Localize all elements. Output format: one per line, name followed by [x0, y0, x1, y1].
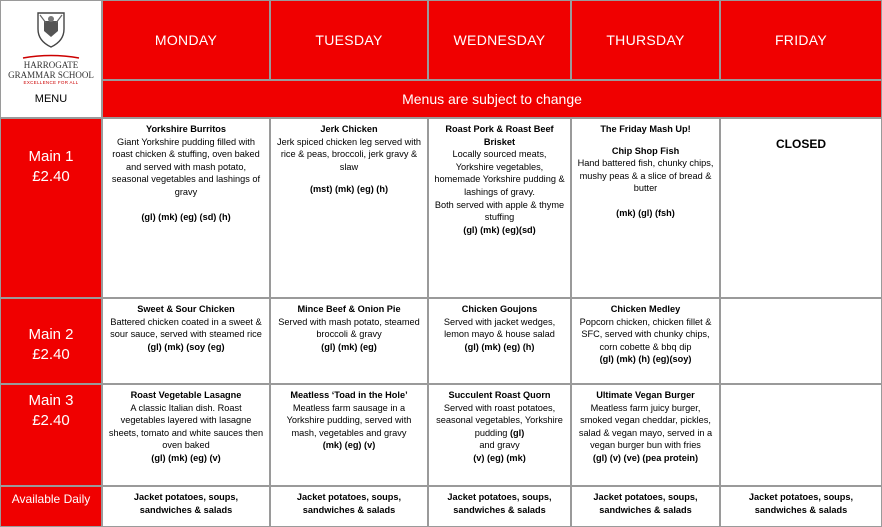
meal-description: Battered chicken coated in a sweet & sour sauce, served with steamed rice: [110, 316, 262, 340]
meal-allergens: (gl) (mk) (soy (eg): [147, 341, 225, 352]
menu-change-banner: Menus are subject to change: [102, 80, 882, 118]
meal-title: Mince Beef & Onion Pie: [297, 304, 401, 314]
school-crest-icon: [34, 9, 68, 49]
meal-allergens: (gl) (mk) (h) (eg)(soy): [599, 354, 692, 365]
meal-main1-monday: [102, 118, 270, 298]
meal-description: Meatless farm sausage in a Yorkshire pudding, served with mash, vegetables and gravy: [286, 402, 412, 438]
meal-description: Giant Yorkshire pudding filled with roast chicken & stuffing, oven baked and served with mash potato, seasonal vegetables and lashings of gravy: [111, 136, 261, 197]
meal-title: Chicken Medley: [610, 304, 681, 314]
meal-main3-monday: [102, 384, 270, 486]
row-label-main2-name: Main 2: [28, 326, 74, 343]
meal-main2-monday: [102, 298, 270, 384]
meal-main1-friday-closed: CLOSED: [720, 118, 882, 298]
day-header-monday: MONDAY: [102, 0, 270, 80]
day-header-thursday: THURSDAY: [571, 0, 720, 80]
meal-description: A classic Italian dish. Roast vegetables layered with lasagne sheets, tomato and white sauces then oven baked: [108, 402, 264, 451]
meal-title: Roast Pork & Roast Beef Brisket: [445, 124, 554, 147]
row-label-main3-name: Main 3: [28, 392, 74, 409]
logo-cell: [0, 0, 102, 118]
row-label-main3: [0, 384, 102, 486]
meal-allergens: (mk) (gl) (fsh): [616, 207, 675, 218]
meal-allergens: (gl) (mk) (eg): [321, 341, 377, 352]
meal-main3-friday-empty: [720, 384, 882, 486]
meal-description: Hand battered fish, chunky chips, mushy peas & a slice of bread & butter: [577, 158, 714, 194]
meal-description: Locally sourced meats, Yorkshire vegetables, homemade Yorkshire pudding & lashings of gravy.: [434, 149, 565, 197]
day-header-friday: FRIDAY: [720, 0, 882, 80]
meal-title: Jerk Chicken: [320, 124, 378, 134]
row-label-main1: [0, 118, 102, 298]
meal-main2-tuesday: [270, 298, 428, 384]
meal-title: Roast Vegetable Lasagne: [130, 390, 242, 400]
meal-description-allergen: (gl): [509, 427, 525, 438]
meal-title: Sweet & Sour Chicken: [137, 304, 235, 314]
meal-description: Popcorn chicken, chicken fillet & SFC, served with chunky chips, corn cobette & bbq dip: [579, 316, 712, 352]
meal-allergens: (mk) (eg) (v): [322, 440, 376, 451]
meal-main3-thursday: [571, 384, 720, 486]
meal-description: Served with mash potato, steamed broccoli & gravy: [278, 316, 420, 340]
meal-main1-wednesday: [428, 118, 571, 298]
menu-label: MENU: [34, 93, 68, 105]
meal-title: Chip Shop Fish: [611, 145, 680, 156]
meal-title: Ultimate Vegan Burger: [596, 390, 695, 400]
meal-allergens: (gl) (v) (ve) (pea protein): [592, 452, 699, 463]
daily-friday: Jacket potatoes, soups, sandwiches & salads: [720, 486, 882, 527]
meal-title: Succulent Roast Quorn: [448, 390, 551, 400]
meal-main3-tuesday: [270, 384, 428, 486]
meal-main2-friday-empty: [720, 298, 882, 384]
meal-heading: The Friday Mash Up!: [600, 124, 691, 134]
meal-main1-thursday: [571, 118, 720, 298]
meal-description: Jerk spiced chicken leg served with rice & peas, broccoli, jerk gravy & slaw: [276, 136, 421, 172]
day-header-tuesday: TUESDAY: [270, 0, 428, 80]
meal-allergens: (gl) (mk) (eg) (h): [464, 341, 535, 352]
row-label-main1-name: Main 1: [28, 148, 74, 165]
meal-title: Chicken Goujons: [461, 304, 538, 314]
row-label-main2-price: £2.40: [32, 346, 70, 363]
meal-title: Yorkshire Burritos: [146, 124, 226, 134]
meal-main1-tuesday: [270, 118, 428, 298]
meal-description: Meatless farm juicy burger, smoked vegan cheddar, pickles, salad & vegan mayo, served in a vegan burger bun with fries: [578, 402, 713, 451]
meal-allergens: (mst) (mk) (eg) (h): [309, 184, 389, 195]
meal-main3-wednesday: [428, 384, 571, 486]
meal-description-extra: Both served with apple & thyme stuffing: [434, 199, 565, 223]
day-header-wednesday: WEDNESDAY: [428, 0, 571, 80]
meal-allergens: (gl) (mk) (eg)(sd): [463, 224, 536, 235]
daily-thursday: Jacket potatoes, soups, sandwiches & salads: [571, 486, 720, 527]
school-name-line2: GRAMMAR SCHOOL: [8, 70, 94, 80]
meal-description-text: Served with roast potatoes, seasonal vegetables, Yorkshire pudding: [436, 402, 563, 438]
meal-description-extra: and gravy: [479, 440, 520, 451]
meal-allergens: (gl) (mk) (eg) (v): [151, 452, 221, 463]
row-label-main1-price: £2.40: [32, 168, 70, 185]
daily-wednesday: Jacket potatoes, soups, sandwiches & salads: [428, 486, 571, 527]
meal-allergens: (gl) (mk) (eg) (sd) (h): [141, 211, 231, 222]
meal-main2-thursday: [571, 298, 720, 384]
row-label-main2: [0, 298, 102, 384]
school-name-line1: HARROGATE: [23, 60, 79, 70]
meal-description: [433, 402, 566, 440]
school-tagline: EXCELLENCE FOR ALL: [23, 80, 79, 85]
meal-title: Meatless ‘Toad in the Hole’: [290, 390, 408, 400]
daily-monday: Jacket potatoes, soups, sandwiches & salads: [102, 486, 270, 527]
meal-main2-wednesday: [428, 298, 571, 384]
row-label-available-daily: Available Daily: [0, 486, 102, 527]
daily-tuesday: Jacket potatoes, soups, sandwiches & salads: [270, 486, 428, 527]
meal-allergens: (v) (eg) (mk): [473, 452, 526, 463]
meal-description: Served with jacket wedges, lemon mayo & house salad: [443, 316, 556, 340]
row-label-main3-price: £2.40: [32, 412, 70, 429]
